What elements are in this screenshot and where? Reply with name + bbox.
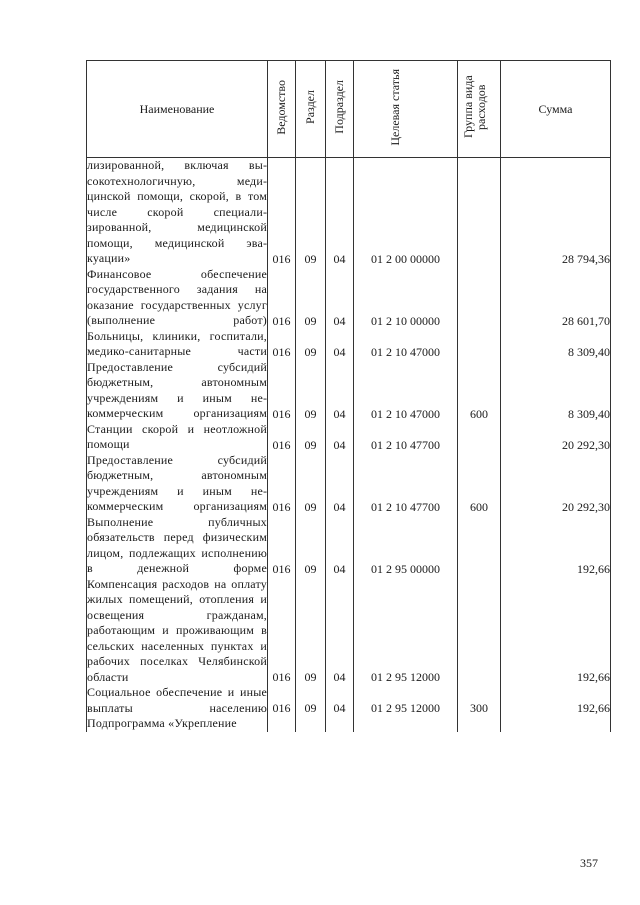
row-name: Социальное обеспечение и иные выплаты населению	[87, 685, 267, 715]
row-name: Предоставление субсидий бюджетным, автономным учреждениям и иным некоммерческим организациям	[87, 452, 267, 513]
row-group	[458, 267, 501, 329]
row-section: 09	[296, 685, 326, 716]
budget-table	[86, 60, 611, 732]
row-target: 01 2 10 00000	[354, 267, 458, 329]
table-row	[87, 422, 611, 453]
row-name: Подпрограмма «Укрепление	[87, 716, 268, 732]
row-group	[458, 515, 501, 577]
row-dept: 016	[268, 453, 296, 515]
table-row	[87, 360, 611, 422]
row-section: 09	[296, 453, 326, 515]
table-row	[87, 453, 611, 515]
header-dept: Ведомство	[273, 79, 288, 135]
row-group	[458, 577, 501, 686]
row-sum: 192,66	[501, 515, 611, 577]
row-section: 09	[296, 515, 326, 577]
table-row	[87, 515, 611, 577]
table-header-row	[87, 61, 611, 158]
row-group	[458, 329, 501, 360]
row-target: 01 2 00 00000	[354, 158, 458, 267]
table-row	[87, 685, 611, 716]
row-subsection: 04	[326, 685, 354, 716]
row-subsection	[326, 716, 354, 732]
header-target: Целевая статья	[387, 68, 402, 146]
row-section: 09	[296, 577, 326, 686]
row-target: 01 2 95 00000	[354, 515, 458, 577]
row-dept: 016	[268, 685, 296, 716]
table-row	[87, 267, 611, 329]
row-group	[458, 422, 501, 453]
row-target: 01 2 10 47000	[354, 329, 458, 360]
table-row	[87, 577, 611, 686]
row-name: Станции скорой и неотложной помощи	[87, 421, 267, 451]
row-target: 01 2 95 12000	[354, 577, 458, 686]
row-name: Выполнение публичных обязательств перед физическим лицом, подлежащих исполнению в денежной форме	[87, 514, 267, 575]
row-dept: 016	[268, 329, 296, 360]
row-name: Предоставление субсидий бюджетным, автономным учреждениям и иным некоммерческим организациям	[87, 359, 267, 420]
row-sum: 28 601,70	[501, 267, 611, 329]
row-dept: 016	[268, 515, 296, 577]
row-dept	[268, 716, 296, 732]
row-dept: 016	[268, 577, 296, 686]
row-name: Финансовое обеспечение государственного задания на оказание государственных услуг (выполнение работ)	[87, 266, 267, 327]
row-dept: 016	[268, 158, 296, 267]
row-sum	[501, 716, 611, 732]
row-subsection: 04	[326, 158, 354, 267]
row-sum: 8 309,40	[501, 360, 611, 422]
row-subsection: 04	[326, 360, 354, 422]
row-target	[354, 716, 458, 732]
row-name: Компенсация расходов на оплату жилых помещений, отопления и освещения гражданам, работающим и проживающим в сельских населенных пунктах и рабочих поселках Челябинской области	[87, 576, 267, 684]
row-dept: 016	[268, 422, 296, 453]
row-target: 01 2 10 47700	[354, 453, 458, 515]
table-row	[87, 158, 611, 267]
row-group: 600	[458, 360, 501, 422]
row-subsection: 04	[326, 453, 354, 515]
row-section: 09	[296, 267, 326, 329]
row-subsection: 04	[326, 577, 354, 686]
header-expense-group: Группа вида расходов	[461, 75, 489, 139]
table-row	[87, 716, 611, 732]
row-sum: 20 292,30	[501, 422, 611, 453]
page-number: 357	[580, 856, 598, 870]
row-sum: 192,66	[501, 577, 611, 686]
row-subsection: 04	[326, 329, 354, 360]
row-subsection: 04	[326, 422, 354, 453]
header-name: Наименование	[87, 61, 268, 158]
row-group	[458, 716, 501, 732]
row-dept: 016	[268, 360, 296, 422]
row-sum: 20 292,30	[501, 453, 611, 515]
row-sum: 8 309,40	[501, 329, 611, 360]
table-row	[87, 329, 611, 360]
row-section: 09	[296, 158, 326, 267]
row-subsection: 04	[326, 267, 354, 329]
row-group: 300	[458, 685, 501, 716]
row-subsection: 04	[326, 515, 354, 577]
header-section: Раздел	[302, 90, 317, 124]
row-sum: 28 794,36	[501, 158, 611, 267]
row-section	[296, 716, 326, 732]
row-name: лизированной, включая высокотехнологичную, медицинской помощи, скорой, в том числе скорой специализированной, медицинской помощи, медицинской эвакуации»	[87, 158, 267, 265]
row-section: 09	[296, 422, 326, 453]
row-group: 600	[458, 453, 501, 515]
row-target: 01 2 10 47700	[354, 422, 458, 453]
row-target: 01 2 10 47000	[354, 360, 458, 422]
row-section: 09	[296, 360, 326, 422]
row-name: Больницы, клиники, госпитали, медико-санитарные части	[87, 328, 267, 358]
row-dept: 016	[268, 267, 296, 329]
header-sum: Сумма	[501, 61, 611, 158]
row-sum: 192,66	[501, 685, 611, 716]
row-section: 09	[296, 329, 326, 360]
row-group	[458, 158, 501, 267]
header-subsection: Подраздел	[331, 80, 346, 134]
row-target: 01 2 95 12000	[354, 685, 458, 716]
